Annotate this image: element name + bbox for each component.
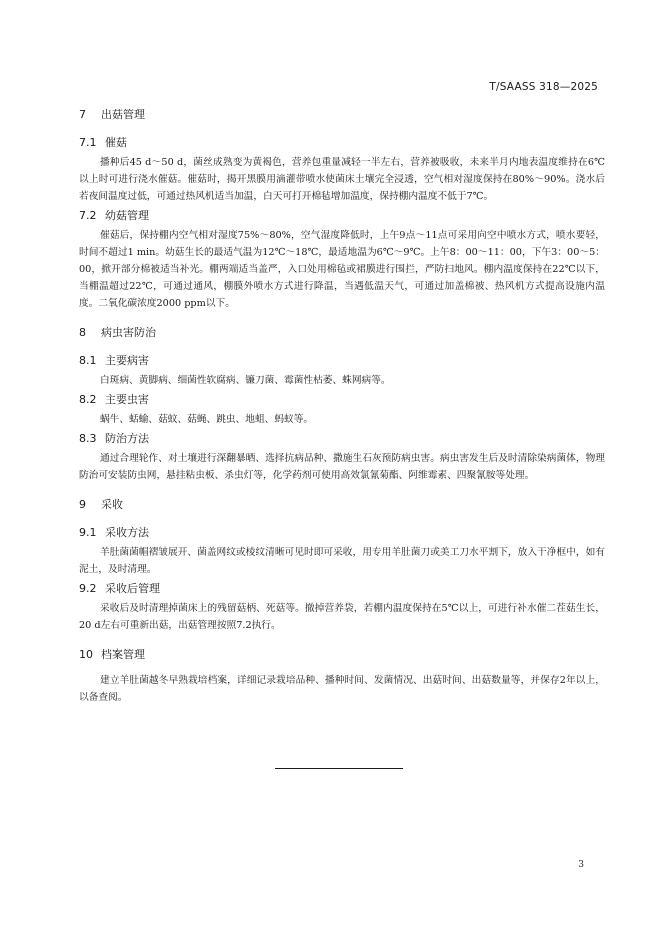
paragraph: 播种后45 d～50 d，菌丝成熟变为黄褐色，营养包重量减轻一半左右，营养被吸收，未来半月内地表温度维持在6℃以上时可进行浇水催菇。催菇时，揭开黑膜用滴灌带喷水使菌床土壤完全浸透，空气相对湿度保持在80%～90%。浇水后若夜间温度过低，可通过热风机适当加温，白天可打开棉毡增加温度，保持棚内温度不低于7℃。 [79,157,605,202]
subsection-heading [79,389,605,411]
document-body [79,104,605,706]
section-number: 9 [79,498,86,511]
section-number: 10 [79,648,93,661]
section-title: 病虫害防治 [101,326,156,339]
paragraph: 建立羊肚菌越冬早熟栽培档案，详细记录栽培品种、播种时间、发菌情况、出菇时间、出菇数量等，并保存2年以上，以备查阅。 [79,675,605,703]
subsection-number: 7.1 [79,136,97,149]
section-heading [79,104,605,126]
paragraph: 蜗牛、蛞蝓、菇蚊、菇蝇、跳虫、地蛆、蚂蚁等。 [100,414,314,425]
subsection-heading [79,578,605,600]
section-title: 档案管理 [101,648,145,661]
subsection-heading [79,350,605,372]
section-number: 8 [79,326,86,339]
subsection-title: 主要病害 [105,354,149,367]
paragraph: 白斑病、黄脚病、细菌性软腐病、镰刀菌、霉菌性枯萎、蛛网病等。 [100,375,391,386]
section-heading [79,322,605,344]
page-number: 3 [578,860,584,870]
subsection-title: 催菇 [105,136,127,149]
subsection-number: 9.1 [79,526,97,539]
subsection-heading [79,132,605,154]
paragraph: 通过合理轮作、对土壤进行深翻暴晒、选择抗病品种、撒施生石灰预防病虫害。病虫害发生后及时清除染病菌体，物理防治可安装防虫网，悬挂粘虫板、杀虫灯等，化学药剂可使用高效氯氰菊酯、阿维霉素、四聚氰胺等处理。 [79,453,605,481]
paragraph: 采收后及时清理掉菌床上的残留菇柄、死菇等。撤掉营养袋，若棚内温度保持在5℃以上，可进行补水催二茬菇生长，20 d左右可重新出菇，出菇管理按照7.2执行。 [79,603,605,631]
section-title: 采收 [101,498,123,511]
subsection-number: 8.1 [79,354,97,367]
subsection-heading [79,522,605,544]
section-heading [79,644,605,666]
end-rule [275,768,403,769]
paragraph: 催菇后，保持棚内空气相对湿度75%～80%，空气湿度降低时，上午9点～11点可采用向空中喷水方式，喷水要轻，时间不超过1 min。幼菇生长的最适气温为12℃～18℃，最适地温为6℃～9℃。上午8：00～11：00，下午3：00～5：00，掀开部分棉被适当补光。棚两端适当盖严，入口处用棉毡或裙膜进行围拦，严防扫地风。棚内温度保持在22℃以下，当棚温超过22℃，可通过通风，棚膜外喷水方式进行降温，当遇低温天气，可通过加盖棉被、热风机方式提高设施内温度。二氧化碳浓度2000 ppm以下。 [79,230,605,309]
subsection-title: 采收后管理 [105,582,160,595]
section-title: 出菇管理 [101,108,145,121]
section-number: 7 [79,108,86,121]
subsection-title: 防治方法 [105,432,149,445]
subsection-heading [79,428,605,450]
section-heading [79,494,605,516]
subsection-number: 7.2 [79,209,97,222]
subsection-number: 9.2 [79,582,97,595]
standard-number: T/SAASS 318—2025 [489,81,598,93]
paragraph: 羊肚菌菌帽褶皱展开、菌盖网纹或棱纹清晰可见时即可采收，用专用羊肚菌刀或美工刀水平割下，放入干净框中，如有泥土，及时清理。 [79,547,605,575]
subsection-title: 主要虫害 [105,393,149,406]
subsection-title: 采收方法 [105,526,149,539]
subsection-number: 8.2 [79,393,97,406]
subsection-heading [79,205,605,227]
subsection-number: 8.3 [79,432,97,445]
subsection-title: 幼菇管理 [105,209,149,222]
